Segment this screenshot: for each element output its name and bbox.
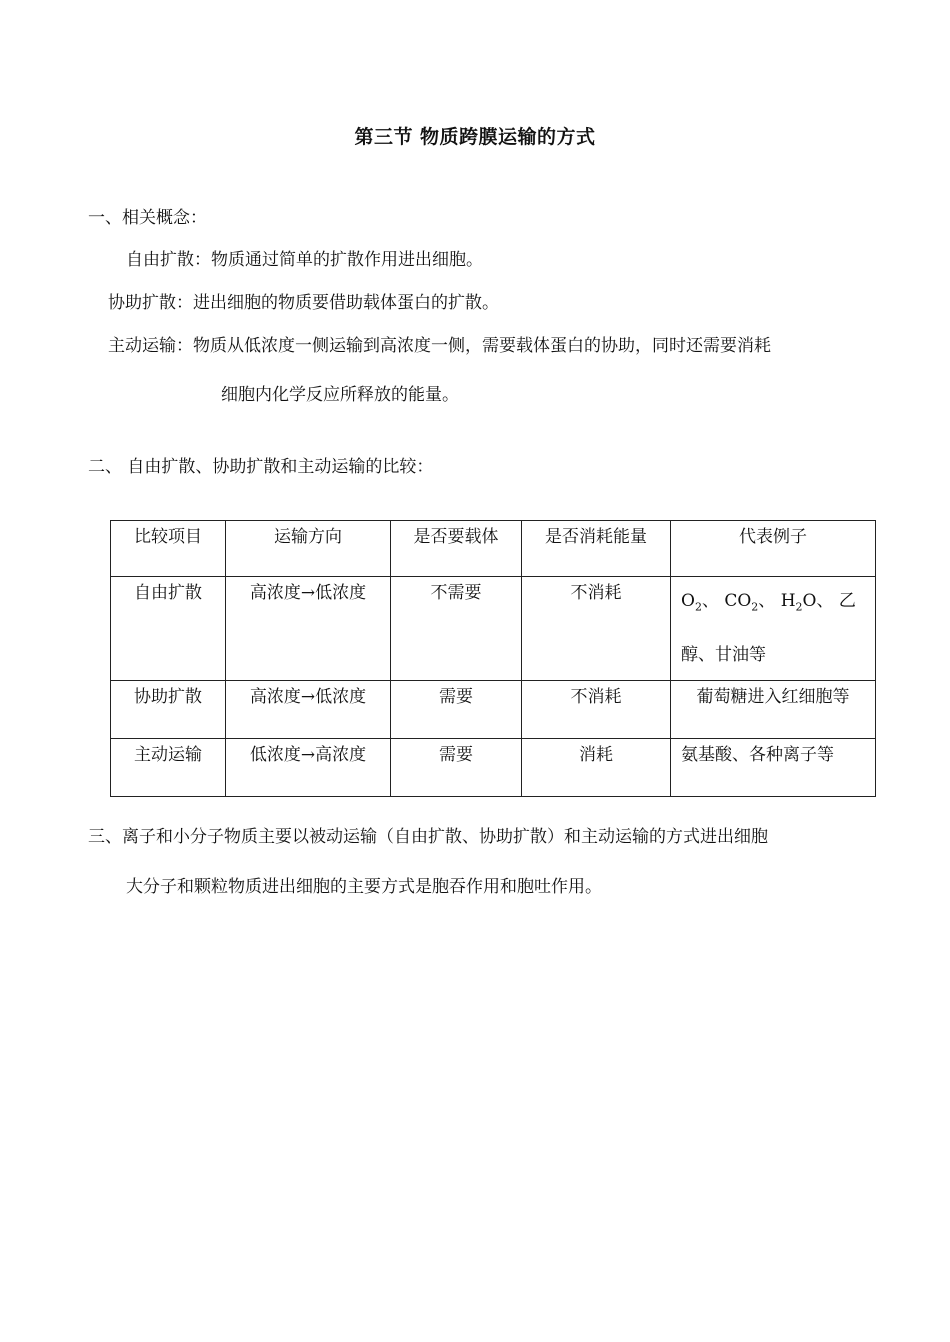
section-3-line-2: 大分子和颗粒物质进出细胞的主要方式是胞吞作用和胞吐作用。 — [126, 877, 602, 897]
table-cell: 葡萄糖进入红细胞等 — [671, 681, 876, 739]
table-cell: 消耗 — [522, 739, 671, 797]
examples-line-2: 醇、甘油等 — [681, 645, 766, 666]
table-row — [111, 681, 876, 739]
table-header-cell: 比较项目 — [111, 521, 226, 577]
section-2-heading: 二、 自由扩散、协助扩散和主动运输的比较： — [88, 457, 434, 477]
table-cell: 不消耗 — [522, 681, 671, 739]
formula-co2: CO — [724, 591, 752, 611]
table-header-cell: 运输方向 — [226, 521, 391, 577]
table-cell-examples — [671, 577, 876, 681]
definition-facilitated-diffusion: 协助扩散：进出细胞的物质要借助载体蛋白的扩散。 — [108, 293, 499, 313]
separator: 、 乙 — [816, 591, 856, 611]
table-header-cell: 是否消耗能量 — [522, 521, 671, 577]
subscript: 2 — [795, 600, 803, 614]
table-cell: 氨基酸、各种离子等 — [671, 739, 876, 797]
table-header-cell: 代表例子 — [671, 521, 876, 577]
table-row — [111, 577, 876, 681]
separator: 、 — [758, 591, 781, 611]
table-cell: 不消耗 — [522, 577, 671, 681]
subscript: 2 — [751, 600, 759, 614]
table-cell: 需要 — [391, 739, 522, 797]
table-cell: 高浓度→低浓度 — [226, 577, 391, 681]
page-title: 第三节 物质跨膜运输的方式 — [354, 126, 596, 148]
table-header-cell: 是否要载体 — [391, 521, 522, 577]
comparison-table — [110, 520, 876, 797]
section-3-line-1: 三、离子和小分子物质主要以被动运输（自由扩散、协助扩散）和主动运输的方式进出细胞 — [88, 827, 768, 847]
formula-h2o-o: O — [802, 591, 817, 611]
formula-h2o: H — [780, 591, 796, 611]
table-cell: 不需要 — [391, 577, 522, 681]
subscript: 2 — [694, 600, 702, 614]
table-cell: 低浓度→高浓度 — [226, 739, 391, 797]
section-1-heading: 一、相关概念： — [88, 208, 207, 228]
formula-o2: O — [681, 591, 695, 611]
table-row — [111, 739, 876, 797]
examples-line-1 — [681, 577, 871, 631]
table-cell: 自由扩散 — [111, 577, 226, 681]
table-cell: 主动运输 — [111, 739, 226, 797]
definition-active-transport-continued: 细胞内化学反应所释放的能量。 — [221, 385, 459, 405]
definition-free-diffusion: 自由扩散：物质通过简单的扩散作用进出细胞。 — [126, 250, 483, 270]
table-cell: 高浓度→低浓度 — [226, 681, 391, 739]
table-cell: 需要 — [391, 681, 522, 739]
definition-active-transport: 主动运输：物质从低浓度一侧运输到高浓度一侧，需要载体蛋白的协助，同时还需要消耗 — [108, 336, 771, 356]
table-cell: 协助扩散 — [111, 681, 226, 739]
separator: 、 — [701, 591, 725, 611]
table-header-row — [111, 521, 876, 577]
